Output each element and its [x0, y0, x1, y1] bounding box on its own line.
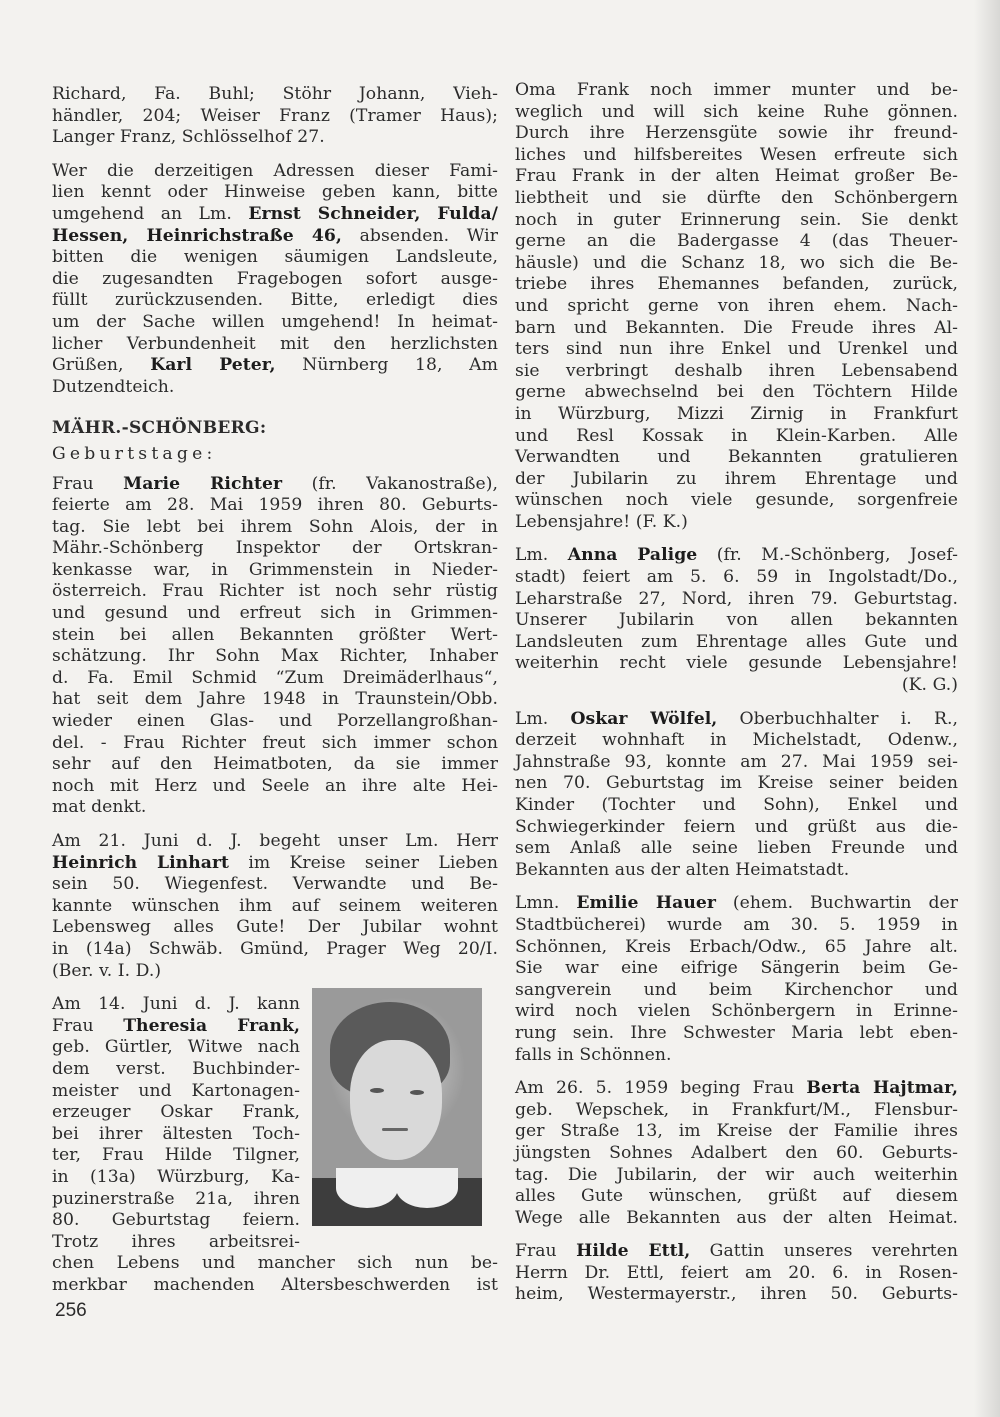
text-line: erzeuger Oskar Frank, [52, 1102, 300, 1123]
portrait-photo [312, 988, 482, 1226]
text-line: weiterhin recht viele gesunde Lebensjahre! [515, 653, 958, 674]
text-line: häusle) und die Schanz 18, wo sich die Be- [515, 252, 958, 273]
text-line: alles Gute wünschen, grüßt auf diesem [515, 1186, 958, 1207]
text-line: tag. Die Jubilarin, der wir auch weiterhin [515, 1164, 958, 1185]
text-line: 80. Geburtstag feiern. [52, 1210, 300, 1231]
text-line: Stadtbücherei) wurde am 30. 5. 1959 in [515, 914, 958, 935]
text-line: Frau Frank in der alten Heimat großer Be- [515, 166, 958, 187]
text-line: del. - Frau Richter freut sich immer schon [52, 732, 498, 753]
text-line: Trotz ihres arbeitsrei- [52, 1231, 300, 1252]
photo-face-shape [350, 1040, 442, 1160]
text: (fr. Vakanostraße), [282, 473, 498, 494]
text: absenden. Wir [341, 225, 498, 246]
text-line: Lebensweg alles Gute! Der Jubilar wohnt [52, 917, 498, 938]
text-line: Sie war eine eifrige Sängerin beim Ge- [515, 958, 958, 979]
paragraph-marie-richter [52, 474, 498, 820]
text-line: bei ihrer ältesten Toch- [52, 1123, 300, 1144]
text-line [52, 226, 498, 248]
person-name: Marie Richter [123, 473, 283, 494]
text-wrap-beside-photo [52, 994, 300, 1253]
text-line: ters sind nun ihre Enkel und Urenkel und [515, 339, 958, 360]
text-line: geb. Wepschek, in Frankfurt/M., Flensbur- [515, 1099, 958, 1120]
section-heading: MÄHR.-SCHÖNBERG: [52, 418, 267, 439]
text: Lm. [515, 708, 571, 729]
text-line: sie verbringt deshalb ihren Lebensabend [515, 360, 958, 381]
text-line: die zugesandten Fragebogen sofort ausge- [52, 268, 498, 289]
text-line: jüngsten Sohnes Adalbert den 60. Geburts- [515, 1142, 958, 1163]
text: im Kreise seiner Lieben [229, 852, 498, 873]
text-line: schätzung. Ihr Sohn Max Richter, Inhaber [52, 646, 498, 667]
person-name: Theresia Frank, [123, 1015, 300, 1036]
text: Am 26. 5. 1959 beging Frau [515, 1078, 807, 1099]
text-line: in Würzburg, Mizzi Zirnig in Frankfurt [515, 403, 958, 424]
text-line: stadt) feiert am 5. 6. 59 in Ingolstadt/Do., [515, 567, 958, 588]
paragraph-anna-palige [515, 545, 958, 696]
text-line: meister und Kartonagen- [52, 1080, 300, 1101]
right-column [515, 80, 958, 1318]
text-line [52, 853, 498, 875]
text-line: lien kennt oder Hinweise geben kann, bitte [52, 182, 498, 203]
text-line: stein bei allen Bekannten größter Wert- [52, 624, 498, 645]
page-number: 256 [55, 1300, 87, 1321]
text-line: tag. Sie lebt bei ihrem Sohn Alois, der in [52, 516, 498, 537]
text-line: gerne an die Badergasse 4 (das Theuer- [515, 231, 958, 252]
text-line: Landsleuten zum Ehrentage alles Gute und [515, 631, 958, 652]
text-line: österreich. Frau Richter ist noch sehr rüstig [52, 581, 498, 602]
text-line: chen Lebens und mancher sich nun be- [52, 1253, 498, 1274]
text-line [515, 709, 958, 731]
contact-address: Hessen, Heinrichstraße 46, [52, 225, 342, 246]
paragraph-frank-continued [515, 80, 958, 533]
text-line: Dutzendteich. [52, 376, 175, 397]
text-line: Lebensjahre! (F. K.) [515, 511, 688, 532]
text-line: geb. Gürtler, Witwe nach [52, 1037, 300, 1058]
text: Frau [52, 1015, 124, 1036]
text-line: Wege alle Bekannten aus der alten Heimat. [515, 1207, 958, 1228]
author-initials: (K. G.) [901, 675, 958, 696]
text-line: Kinder (Tochter und Sohn), Enkel und [515, 795, 958, 815]
text-line: sein 50. Wiegenfest. Verwandte und Be- [52, 874, 498, 895]
text-line [52, 204, 498, 226]
text-line: in (14a) Schwäb. Gmünd, Prager Weg 20/I. [52, 938, 498, 959]
text-line: triebe ihres Ehemannes befanden, zurück, [515, 274, 958, 295]
text-line: Unserer Jubilarin von allen bekannten [515, 610, 958, 631]
paragraph-family-list [52, 84, 498, 149]
person-name: Emilie Hauer [576, 893, 717, 914]
text-line: Leharstraße 27, Nord, ihren 79. Geburtstag. [515, 588, 958, 609]
paragraph-oskar-woelfel [515, 709, 958, 882]
text-line: kenkasse war, in Grimmenstein in Nieder- [52, 559, 498, 580]
text: Gattin unseres verehrten [690, 1241, 959, 1262]
paragraph-emilie-hauer [515, 893, 958, 1066]
text-line [52, 474, 498, 496]
text-line: und spricht gerne von ihren ehem. Nach- [515, 295, 958, 316]
photo-collar-shape [396, 1168, 458, 1208]
subheading: Geburtstage: [52, 443, 217, 464]
text: (ehem. Buchwartin der [716, 893, 958, 914]
text-line: noch in guter Erinnerung sein. Sie denkt [515, 209, 958, 230]
person-name: Anna Palige [567, 545, 698, 566]
text-line: sehr auf den Heimatboten, da sie immer [52, 754, 498, 775]
text-line: noch mit Herz und Seele an ihre alte Hei- [52, 775, 498, 796]
text-line: Langer Franz, Schlösselhof 27. [52, 127, 325, 148]
text-line: Herrn Dr. Ettl, feiert am 20. 6. in Rosen- [515, 1262, 958, 1283]
text-line: Richard, Fa. Buhl; Stöhr Johann, Vieh- [52, 84, 498, 104]
text: Grüßen, [52, 355, 151, 376]
text-line: weglich und will sich keine Ruhe gönnen. [515, 101, 958, 122]
text-line: Mähr.-Schönberg Inspektor der Ortskran- [52, 538, 498, 559]
text: umgehend an Lm. [52, 203, 249, 224]
text-line: und Resl Kossak in Klein-Karben. Alle [515, 425, 958, 446]
text-line: Schönnen, Kreis Erbach/Odw., 65 Jahre alt. [515, 936, 958, 957]
text: Oberbuchhalter i. R., [717, 708, 958, 729]
text-line: ter, Frau Hilde Tilgner, [52, 1145, 300, 1166]
person-name: Berta Hajtmar, [806, 1078, 958, 1099]
text-line: Verwandten und Bekannten gratulieren [515, 447, 958, 468]
text-line: um der Sache willen umgehend! In heimat- [52, 311, 498, 332]
text-line: wünschen noch viele gesunde, sorgenfreie [515, 490, 958, 511]
paragraph-address-request [52, 161, 498, 399]
text-line: der Jubilarin zu ihrem Ehrentage und [515, 468, 958, 489]
text-line: Durch ihre Herzensgüte sowie ihr freund- [515, 123, 958, 144]
text-line: d. Fa. Emil Schmid “Zum Dreimäderlhaus“, [52, 667, 498, 688]
text-line: Schwiegerkinder feiern und grüßt aus die- [515, 816, 958, 837]
text: Nürnberg 18, Am [275, 355, 498, 376]
text: Lm. [515, 545, 568, 566]
text-line [515, 1078, 958, 1100]
photo-collar-shape [336, 1168, 398, 1208]
text-line: mat denkt. [52, 797, 147, 818]
text: Frau [515, 1241, 577, 1262]
paragraph-berta-hajtmar [515, 1078, 958, 1229]
text-line: sem Anlaß alle seine lieben Freunde und [515, 838, 958, 859]
text-line: barn und Bekannten. Die Freude ihres Al- [515, 317, 958, 338]
text-line: puzinerstraße 21a, ihren [52, 1188, 300, 1209]
text-line: händler, 204; Weiser Franz (Tramer Haus); [52, 105, 498, 126]
text-line [515, 545, 958, 567]
text-line: Oma Frank noch immer munter und be- [515, 80, 958, 100]
text-line: bitten die wenigen säumigen Landsleute, [52, 247, 498, 268]
person-name: Hilde Ettl, [576, 1241, 691, 1262]
text-line: wird noch vielen Schönbergern in Erinne- [515, 1001, 958, 1022]
text-line: Am 14. Juni d. J. kann [52, 994, 300, 1015]
text-line: liebtheit und sie dürfte den Schönbergern [515, 187, 958, 208]
text: Lmn. [515, 893, 577, 914]
text-line: dem verst. Buchbinder- [52, 1058, 300, 1079]
contact-name: Ernst Schneider, Fulda/ [248, 203, 498, 224]
text-line: heim, Westermayerstr., ihren 50. Geburts- [515, 1284, 958, 1305]
text-line: und gesund und erfreut sich in Grimmen- [52, 603, 498, 624]
text-line: Bekannten aus der alten Heimatstadt. [515, 859, 850, 880]
photo-eye-shape [370, 1088, 384, 1093]
text-line: wieder einen Glas- und Porzellangroßhan- [52, 711, 498, 732]
text-line [515, 893, 958, 915]
paragraph-heinrich-linhart [52, 831, 498, 982]
text-line: Wer die derzeitigen Adressen dieser Fami- [52, 160, 498, 181]
text-line: merkbar machenden Altersbeschwerden ist [52, 1274, 498, 1295]
scan-edge-shadow [974, 0, 1000, 1417]
photo-eye-shape [410, 1090, 424, 1095]
text-line: Am 21. Juni d. J. begeht unser Lm. Herr [52, 831, 498, 851]
text-line: sangverein und beim Kirchenchor und [515, 979, 958, 1000]
text-line: rung sein. Ihre Schwester Maria lebt eben- [515, 1022, 958, 1043]
text-line: Jahnstraße 93, konnte am 27. Mai 1959 sei- [515, 751, 958, 772]
text-line: gerne abwechselnd bei den Töchtern Hilde [515, 382, 958, 403]
text-line: hat seit dem Jahre 1948 in Traunstein/Obb. [52, 689, 498, 710]
paragraph-hilde-ettl [515, 1241, 958, 1306]
text-line: derzeit wohnhaft in Michelstadt, Odenw., [515, 730, 958, 751]
person-name: Oskar Wölfel, [570, 708, 718, 729]
text-line: feierte am 28. Mai 1959 ihren 80. Geburts- [52, 495, 498, 516]
text: Frau [52, 473, 124, 494]
text-line: füllt zurückzusenden. Bitte, erledigt dies [52, 290, 498, 311]
person-name: Heinrich Linhart [52, 852, 230, 873]
text-line: liches und hilfsbereites Wesen erfreute sich [515, 144, 958, 165]
text: (fr. M.-Schönberg, Josef- [697, 545, 958, 566]
text-line: kannte wünschen ihm auf seinem weiteren [52, 895, 498, 916]
text-line: licher Verbundenheit mit den herzlichsten [52, 333, 498, 354]
text-line [515, 1241, 958, 1263]
signer-name: Karl Peter, [150, 355, 276, 376]
text-line: ger Straße 13, im Kreise der Familie ihres [515, 1121, 958, 1142]
text-line [52, 1016, 300, 1038]
text-line: nen 70. Geburtstag im Kreise seiner beiden [515, 773, 958, 794]
photo-mouth-shape [382, 1128, 408, 1131]
text-line: falls in Schönnen. [515, 1044, 672, 1065]
text-line: (Ber. v. I. D.) [52, 960, 162, 981]
text-line: in (13a) Würzburg, Ka- [52, 1166, 300, 1187]
text-line [52, 355, 498, 377]
